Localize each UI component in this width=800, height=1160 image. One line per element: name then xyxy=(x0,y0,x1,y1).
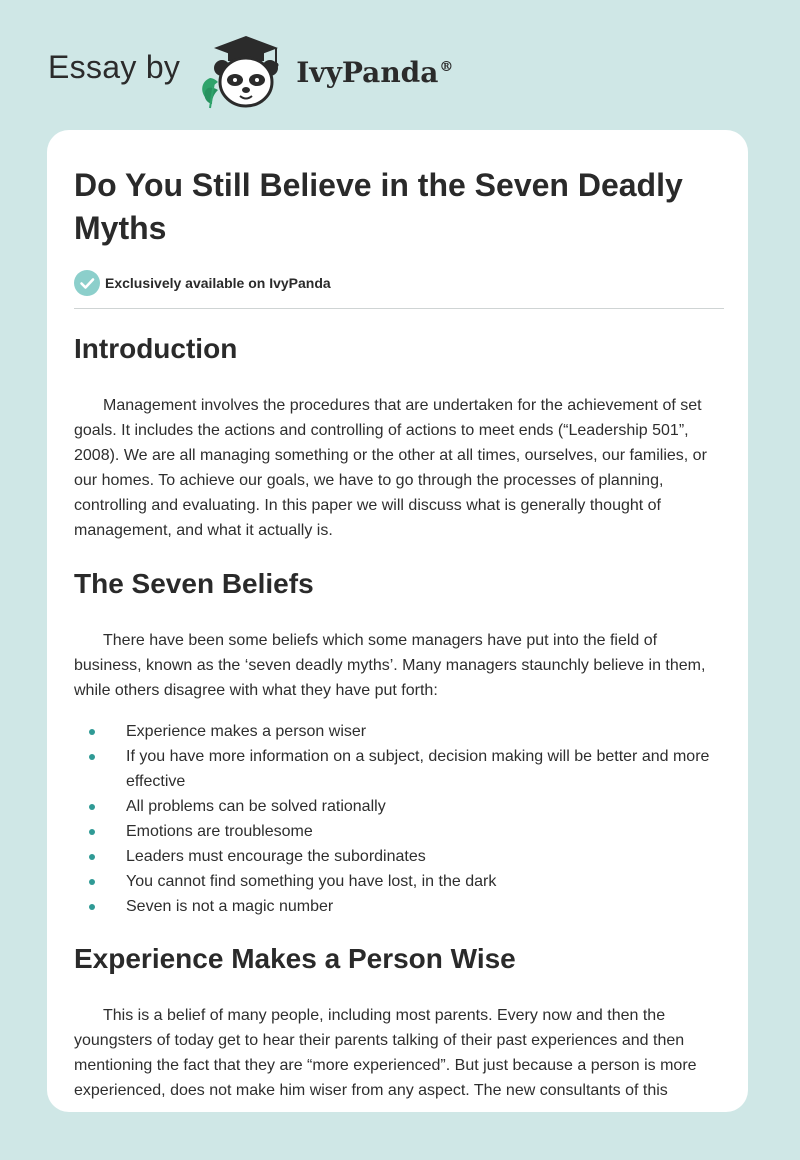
list-item xyxy=(74,894,724,919)
seven-beliefs-heading: The Seven Beliefs xyxy=(74,568,314,599)
ivy-leaf-icon xyxy=(202,78,218,108)
bullet-icon xyxy=(89,904,95,910)
list-item-text: You cannot find something you have lost, in the dark xyxy=(126,873,497,890)
list-item xyxy=(74,869,724,894)
bullet-icon xyxy=(89,854,95,860)
list-item xyxy=(74,719,724,744)
title-divider xyxy=(74,308,724,309)
brand-prefix: Essay by xyxy=(48,48,181,85)
list-item-text: Emotions are troublesome xyxy=(126,823,313,840)
list-item-text: Experience makes a person wiser xyxy=(126,723,367,740)
experience-heading: Experience Makes a Person Wise xyxy=(74,943,516,974)
essay-content xyxy=(74,130,724,1103)
list-item xyxy=(74,794,724,819)
brand-header[interactable] xyxy=(48,30,453,110)
check-circle-icon xyxy=(74,270,100,296)
bullet-icon xyxy=(89,754,95,760)
bullet-icon xyxy=(89,829,95,835)
bullet-icon xyxy=(89,879,95,885)
list-item-text: All problems can be solved rationally xyxy=(126,798,386,815)
brand-name-text: IvyPanda xyxy=(296,55,439,89)
list-item xyxy=(74,819,724,844)
introduction-heading: Introduction xyxy=(74,333,238,364)
exclusive-label: Exclusively available on IvyPanda xyxy=(105,275,331,291)
registered-mark: ® xyxy=(439,59,454,76)
essay-title: Do You Still Believe in the Seven Deadly Myths xyxy=(74,167,683,246)
introduction-paragraph: Management involves the procedures that are undertaken for the achievement of set goals. It includes the actions and controlling of actions to meet ends (“Leadership 501”, 2008). We are all managing something or the other at all times, ourselves, our families, or our homes. To achieve our goals, we have to go through the processes of planning, controlling and evaluating. In this paper we will discuss what is generally thought of management, and what it actually is. xyxy=(74,397,707,539)
bullet-icon xyxy=(89,804,95,810)
seven-beliefs-paragraph: There have been some beliefs which some managers have put into the field of business, known as the ‘seven deadly myths’. Many managers staunchly believe in them, while others disagree with what they have put forth: xyxy=(74,632,706,699)
list-item-text: Leaders must encourage the subordinates xyxy=(126,848,426,865)
list-item-text: Seven is not a magic number xyxy=(126,898,334,915)
list-item-text: If you have more information on a subject, decision making will be better and more effective xyxy=(126,748,710,790)
experience-paragraph: This is a belief of many people, including most parents. Every now and then the youngsters of today get to hear their parents talking of their past experiences and then mentioning the fact that they are “more experienced”. But just because a person is more experienced, does not make him wiser from any aspect. The new consultants of this xyxy=(74,1007,697,1099)
essay-card xyxy=(47,130,748,1112)
exclusive-badge xyxy=(74,270,724,296)
panda-graduate-logo xyxy=(194,30,290,110)
bullet-icon xyxy=(89,729,95,735)
beliefs-list xyxy=(74,719,724,919)
list-item xyxy=(74,844,724,869)
list-item xyxy=(74,744,724,794)
brand-name xyxy=(296,56,453,89)
